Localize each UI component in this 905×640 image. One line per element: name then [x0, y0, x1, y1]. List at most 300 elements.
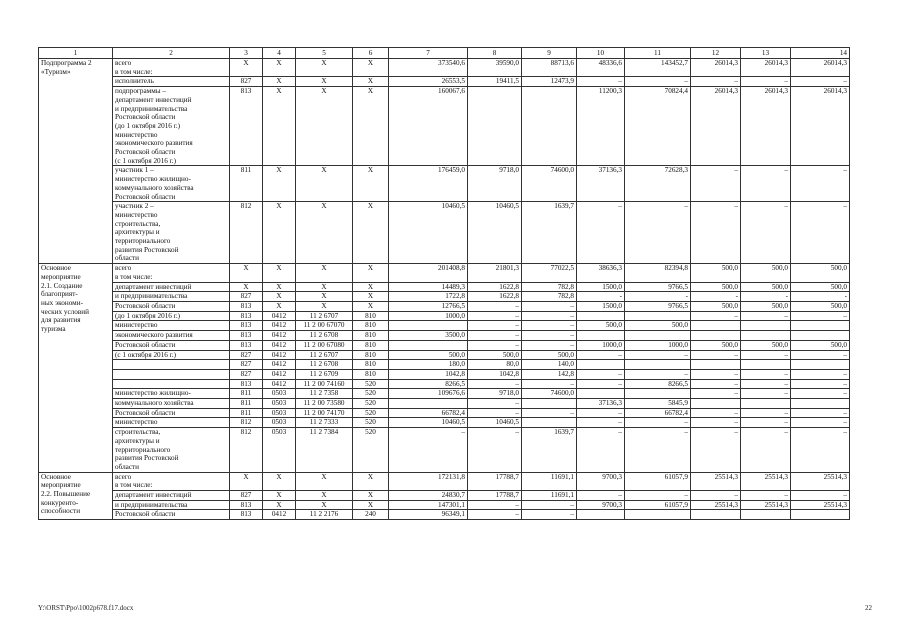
amount-cell: 70824,4 — [625, 87, 691, 166]
executor-cell — [113, 428, 230, 473]
executor-cell — [113, 331, 230, 341]
amount-cell: – — [691, 311, 741, 321]
amount-cell: 1042,8 — [468, 369, 522, 379]
column-number: 6 — [353, 48, 389, 59]
amount-cell: 11691,1 — [522, 491, 577, 501]
amount-cell: 1000,0 — [389, 311, 468, 321]
amount-cell: – — [577, 428, 625, 473]
table-row — [39, 77, 850, 87]
text-line: Ростовской области — [115, 408, 176, 417]
amount-cell: 9700,3 — [577, 500, 625, 510]
amount-cell: 8266,5 — [625, 379, 691, 389]
text-line: участник 1 – — [115, 166, 154, 175]
section-code-cell: 0412 — [263, 311, 296, 321]
amount-cell: 25514,3 — [741, 472, 791, 490]
amount-cell: – — [468, 500, 522, 510]
grbs-code-cell: 812 — [230, 202, 263, 264]
amount-cell: 19411,5 — [468, 77, 522, 87]
amount-cell — [741, 399, 791, 409]
executor-cell — [113, 59, 230, 77]
amount-cell: 782,8 — [522, 282, 577, 292]
amount-cell: 26014,3 — [741, 59, 791, 77]
amount-cell: 201408,8 — [389, 264, 468, 282]
table-row — [39, 369, 850, 379]
expense-type-cell: 810 — [353, 340, 389, 350]
amount-cell — [577, 510, 625, 520]
amount-cell: 500,0 — [791, 264, 850, 282]
amount-cell — [389, 399, 468, 409]
text-line: подпрограммы – — [115, 87, 166, 96]
target-article-cell: 11 2 6708 — [296, 331, 353, 341]
section-code-cell: 0412 — [263, 350, 296, 360]
grbs-code-cell: 813 — [230, 321, 263, 331]
text-line: всего — [115, 472, 132, 481]
amount-cell: 500,0 — [691, 282, 741, 292]
executor-cell — [113, 369, 230, 379]
text-line: Основное — [41, 264, 71, 273]
text-line: области — [115, 254, 140, 263]
amount-cell: 74600,0 — [522, 389, 577, 399]
executor-cell — [113, 491, 230, 501]
amount-cell: – — [522, 510, 577, 520]
amount-cell: – — [522, 408, 577, 418]
amount-cell: 9766,5 — [625, 282, 691, 292]
amount-cell — [791, 321, 850, 331]
amount-cell: 72628,3 — [625, 166, 691, 202]
grbs-code-cell: 811 — [230, 166, 263, 202]
amount-cell: 26014,3 — [691, 87, 741, 166]
amount-cell — [522, 399, 577, 409]
amount-cell: 147301,1 — [389, 500, 468, 510]
grbs-code-cell: 827 — [230, 77, 263, 87]
amount-cell: – — [691, 418, 741, 428]
target-article-cell: 11 2 7333 — [296, 418, 353, 428]
amount-cell: 500,0 — [468, 350, 522, 360]
grbs-code-cell: 813 — [230, 379, 263, 389]
target-article-cell: 11 2 00 73580 — [296, 399, 353, 409]
amount-cell: 1639,7 — [522, 428, 577, 473]
amount-cell: – — [522, 321, 577, 331]
text-line: мероприятие — [41, 272, 81, 281]
text-line: в том числе: — [115, 67, 153, 76]
grbs-code-cell: 827 — [230, 369, 263, 379]
amount-cell: – — [522, 500, 577, 510]
text-line: департамент инвестиций — [115, 491, 192, 500]
text-line: (с 1 октября 2016 г.) — [115, 350, 176, 359]
amount-cell: 25514,3 — [791, 472, 850, 490]
text-line: в том числе: — [115, 272, 153, 281]
amount-cell: – — [741, 418, 791, 428]
amount-cell: – — [468, 311, 522, 321]
expense-type-cell: Х — [353, 282, 389, 292]
amount-cell — [691, 331, 741, 341]
table-row — [39, 428, 850, 473]
amount-cell: 500,0 — [522, 350, 577, 360]
amount-cell: – — [522, 331, 577, 341]
target-article-cell: Х — [296, 301, 353, 311]
section-code-cell: Х — [263, 59, 296, 77]
executor-cell — [113, 350, 230, 360]
text-line: министерство — [115, 418, 158, 427]
text-line: в том числе: — [115, 481, 153, 490]
amount-cell: 1639,7 — [522, 202, 577, 264]
target-article-cell: 11 2 7384 — [296, 428, 353, 473]
amount-cell: – — [691, 350, 741, 360]
amount-cell: 500,0 — [791, 301, 850, 311]
text-line: 2.1. Создание — [41, 281, 83, 290]
amount-cell: 9718,0 — [468, 166, 522, 202]
text-line: способности — [41, 507, 81, 516]
amount-cell — [741, 360, 791, 370]
table-row — [39, 379, 850, 389]
amount-cell: 500,0 — [577, 321, 625, 331]
amount-cell: 172131,8 — [389, 472, 468, 490]
executor-cell — [113, 472, 230, 490]
amount-cell: 1500,0 — [577, 301, 625, 311]
amount-cell: – — [577, 202, 625, 264]
text-line: всего — [115, 59, 132, 67]
target-article-cell: Х — [296, 292, 353, 302]
section-code-cell: 0503 — [263, 408, 296, 418]
amount-cell: 9718,0 — [468, 389, 522, 399]
text-line: коммунального хозяйства — [115, 183, 194, 192]
text-line: архитектуры и — [115, 228, 160, 237]
section-code-cell: Х — [263, 166, 296, 202]
amount-cell: 11691,1 — [522, 472, 577, 490]
amount-cell: – — [791, 350, 850, 360]
grbs-code-cell: 813 — [230, 510, 263, 520]
amount-cell: 37136,3 — [577, 166, 625, 202]
expense-type-cell: 520 — [353, 379, 389, 389]
amount-cell — [625, 360, 691, 370]
section-code-cell: Х — [263, 202, 296, 264]
amount-cell: 26014,3 — [791, 59, 850, 77]
amount-cell: 500,0 — [389, 350, 468, 360]
amount-cell: 26014,3 — [691, 59, 741, 77]
expense-type-cell: 810 — [353, 331, 389, 341]
table-row — [39, 389, 850, 399]
amount-cell: – — [741, 389, 791, 399]
text-line: туризма — [41, 325, 66, 334]
amount-cell: – — [791, 369, 850, 379]
section-code-cell: 0412 — [263, 360, 296, 370]
amount-cell: – — [691, 202, 741, 264]
grbs-code-cell: 813 — [230, 340, 263, 350]
amount-cell: – — [691, 379, 741, 389]
text-line: министерство жилищно- — [115, 389, 191, 398]
amount-cell: 1622,8 — [468, 282, 522, 292]
section-code-cell: 0503 — [263, 428, 296, 473]
expense-type-cell: 520 — [353, 389, 389, 399]
text-line: и предпринимательства — [115, 500, 188, 509]
amount-cell: 3500,0 — [389, 331, 468, 341]
section-code-cell: Х — [263, 264, 296, 282]
text-line: Ростовской области — [115, 113, 176, 122]
amount-cell: 37136,3 — [577, 399, 625, 409]
table-row — [39, 264, 850, 282]
amount-cell: – — [791, 491, 850, 501]
amount-cell: 10460,5 — [468, 202, 522, 264]
target-article-cell: Х — [296, 202, 353, 264]
expense-type-cell: 520 — [353, 399, 389, 409]
amount-cell: 500,0 — [741, 301, 791, 311]
table-row — [39, 491, 850, 501]
amount-cell: 500,0 — [691, 340, 741, 350]
expense-type-cell: Х — [353, 301, 389, 311]
amount-cell: – — [791, 428, 850, 473]
amount-cell: – — [468, 399, 522, 409]
target-article-cell: 11 2 00 67070 — [296, 321, 353, 331]
amount-cell: 1722,8 — [389, 292, 468, 302]
grbs-code-cell: 813 — [230, 331, 263, 341]
text-line: министерство — [115, 210, 158, 219]
executor-cell — [113, 301, 230, 311]
amount-cell: - — [691, 292, 741, 302]
section-code-cell: Х — [263, 292, 296, 302]
text-line: (до 1 октября 2016 г.) — [115, 121, 181, 130]
amount-cell — [691, 510, 741, 520]
table-row — [39, 510, 850, 520]
grbs-code-cell: 811 — [230, 399, 263, 409]
section-code-cell: 0412 — [263, 369, 296, 379]
amount-cell: 109676,6 — [389, 389, 468, 399]
amount-cell: 77022,5 — [522, 264, 577, 282]
expense-type-cell: Х — [353, 491, 389, 501]
table-row — [39, 166, 850, 202]
text-line: благоприят- — [41, 290, 78, 299]
text-line: коммунального хозяйства — [115, 399, 194, 408]
text-line: строительства, — [115, 428, 161, 437]
text-line: Ростовской области — [115, 340, 176, 349]
text-line: 2.2. Повышение — [41, 490, 91, 499]
grbs-code-cell: Х — [230, 264, 263, 282]
amount-cell — [741, 510, 791, 520]
target-article-cell: Х — [296, 77, 353, 87]
text-line: экономического развития — [115, 331, 193, 340]
amount-cell: – — [468, 428, 522, 473]
expense-type-cell: Х — [353, 472, 389, 490]
amount-cell: 176459,0 — [389, 166, 468, 202]
amount-cell: 82394,8 — [625, 264, 691, 282]
expense-type-cell: 810 — [353, 321, 389, 331]
amount-cell: – — [468, 379, 522, 389]
amount-cell — [522, 87, 577, 166]
text-line: мероприятие — [41, 481, 81, 490]
amount-cell: 80,0 — [468, 360, 522, 370]
amount-cell: – — [741, 202, 791, 264]
amount-cell: 143452,7 — [625, 59, 691, 77]
amount-cell: 26553,5 — [389, 77, 468, 87]
expense-type-cell: 810 — [353, 350, 389, 360]
table-row — [39, 399, 850, 409]
target-article-cell: 11 2 6707 — [296, 350, 353, 360]
target-article-cell: Х — [296, 491, 353, 501]
executor-cell — [113, 379, 230, 389]
executor-cell — [113, 510, 230, 520]
amount-cell: 11200,3 — [577, 87, 625, 166]
expense-type-cell: 520 — [353, 408, 389, 418]
amount-cell: – — [577, 379, 625, 389]
target-article-cell: 11 2 6708 — [296, 360, 353, 370]
executor-cell — [113, 399, 230, 409]
footer-file-path: Y:\ORST\Ppo\1002p678.f17.docx — [38, 604, 134, 612]
amount-cell — [577, 331, 625, 341]
amount-cell — [389, 321, 468, 331]
amount-cell: – — [468, 408, 522, 418]
column-number: 7 — [389, 48, 468, 59]
amount-cell: 142,8 — [522, 369, 577, 379]
amount-cell: – — [577, 350, 625, 360]
amount-cell: – — [741, 350, 791, 360]
amount-cell: 10460,5 — [389, 202, 468, 264]
amount-cell: – — [577, 77, 625, 87]
grbs-code-cell: 812 — [230, 428, 263, 473]
expense-type-cell: 810 — [353, 369, 389, 379]
grbs-code-cell: 811 — [230, 389, 263, 399]
executor-cell — [113, 87, 230, 166]
amount-cell: – — [522, 379, 577, 389]
amount-cell: – — [522, 340, 577, 350]
amount-cell: – — [468, 340, 522, 350]
amount-cell: 500,0 — [691, 301, 741, 311]
text-line: Основное — [41, 472, 71, 481]
amount-cell: – — [522, 301, 577, 311]
table-row — [39, 350, 850, 360]
text-line: «Туризм» — [41, 67, 71, 76]
amount-cell: 25514,3 — [791, 500, 850, 510]
amount-cell — [577, 311, 625, 321]
section-code-cell: 0412 — [263, 321, 296, 331]
section-code-cell: Х — [263, 282, 296, 292]
program-name-cell — [39, 264, 113, 472]
grbs-code-cell: 827 — [230, 292, 263, 302]
amount-cell: - — [741, 292, 791, 302]
executor-cell — [113, 282, 230, 292]
amount-cell: 61057,9 — [625, 500, 691, 510]
amount-cell — [741, 321, 791, 331]
amount-cell: 10460,5 — [389, 418, 468, 428]
table-row — [39, 418, 850, 428]
target-article-cell: 11 2 00 74160 — [296, 379, 353, 389]
table-row — [39, 360, 850, 370]
amount-cell: – — [741, 408, 791, 418]
amount-cell: – — [691, 369, 741, 379]
amount-cell: 500,0 — [741, 340, 791, 350]
column-number: 4 — [263, 48, 296, 59]
amount-cell: 500,0 — [791, 340, 850, 350]
target-article-cell: 11 2 2176 — [296, 510, 353, 520]
amount-cell: – — [691, 166, 741, 202]
amount-cell: 500,0 — [625, 321, 691, 331]
target-article-cell: Х — [296, 59, 353, 77]
amount-cell: – — [791, 379, 850, 389]
amount-cell: – — [791, 311, 850, 321]
executor-cell — [113, 500, 230, 510]
amount-cell: 25514,3 — [691, 472, 741, 490]
amount-cell: 39590,0 — [468, 59, 522, 77]
amount-cell: 500,0 — [741, 264, 791, 282]
amount-cell: – — [625, 350, 691, 360]
amount-cell: – — [389, 428, 468, 473]
amount-cell: – — [791, 166, 850, 202]
text-line: и предпринимательства — [115, 104, 188, 113]
target-article-cell: Х — [296, 166, 353, 202]
text-line: развития Ростовской — [115, 454, 179, 463]
text-line: министерство — [115, 130, 158, 139]
amount-cell — [389, 340, 468, 350]
expense-type-cell: Х — [353, 202, 389, 264]
amount-cell: 66782,4 — [389, 408, 468, 418]
executor-cell — [113, 408, 230, 418]
table-row — [39, 87, 850, 166]
table-row — [39, 59, 850, 77]
amount-cell: – — [468, 321, 522, 331]
column-number: 13 — [741, 48, 791, 59]
grbs-code-cell: 827 — [230, 491, 263, 501]
section-code-cell: Х — [263, 491, 296, 501]
column-number: 2 — [113, 48, 230, 59]
executor-cell — [113, 292, 230, 302]
text-line: Ростовской области — [115, 510, 176, 519]
target-article-cell: 11 2 7358 — [296, 389, 353, 399]
amount-cell — [691, 321, 741, 331]
amount-cell: – — [625, 77, 691, 87]
executor-cell — [113, 389, 230, 399]
amount-cell: 10460,5 — [468, 418, 522, 428]
table-row — [39, 500, 850, 510]
expense-type-cell: Х — [353, 77, 389, 87]
target-article-cell: 11 2 6709 — [296, 369, 353, 379]
section-code-cell: 0503 — [263, 399, 296, 409]
amount-cell: - — [577, 292, 625, 302]
expense-type-cell: Х — [353, 87, 389, 166]
amount-cell: – — [625, 369, 691, 379]
column-number: 1 — [39, 48, 113, 59]
amount-cell: 66782,4 — [625, 408, 691, 418]
amount-cell — [691, 399, 741, 409]
column-number-row — [39, 48, 850, 59]
executor-cell — [113, 166, 230, 202]
text-line: области — [115, 462, 140, 471]
text-line: для развития — [41, 316, 81, 325]
amount-cell: – — [741, 77, 791, 87]
target-article-cell: 11 2 6707 — [296, 311, 353, 321]
text-line: Ростовской области — [115, 301, 176, 310]
amount-cell: – — [691, 408, 741, 418]
text-line: (с 1 октября 2016 г.) — [115, 156, 176, 165]
grbs-code-cell: Х — [230, 282, 263, 292]
amount-cell: 14489,3 — [389, 282, 468, 292]
amount-cell: 8266,5 — [389, 379, 468, 389]
table-row — [39, 292, 850, 302]
column-number: 8 — [468, 48, 522, 59]
amount-cell: 74600,0 — [522, 166, 577, 202]
amount-cell: - — [625, 292, 691, 302]
amount-cell: 160067,6 — [389, 87, 468, 166]
column-number: 10 — [577, 48, 625, 59]
amount-cell — [625, 389, 691, 399]
grbs-code-cell: 811 — [230, 408, 263, 418]
amount-cell — [791, 510, 850, 520]
amount-cell: – — [791, 77, 850, 87]
amount-cell: 17788,7 — [468, 472, 522, 490]
amount-cell: – — [577, 369, 625, 379]
amount-cell — [522, 418, 577, 428]
text-line: ческих условий — [41, 307, 89, 316]
amount-cell: – — [577, 491, 625, 501]
grbs-code-cell: 827 — [230, 360, 263, 370]
footer-page-number: 22 — [865, 604, 872, 612]
